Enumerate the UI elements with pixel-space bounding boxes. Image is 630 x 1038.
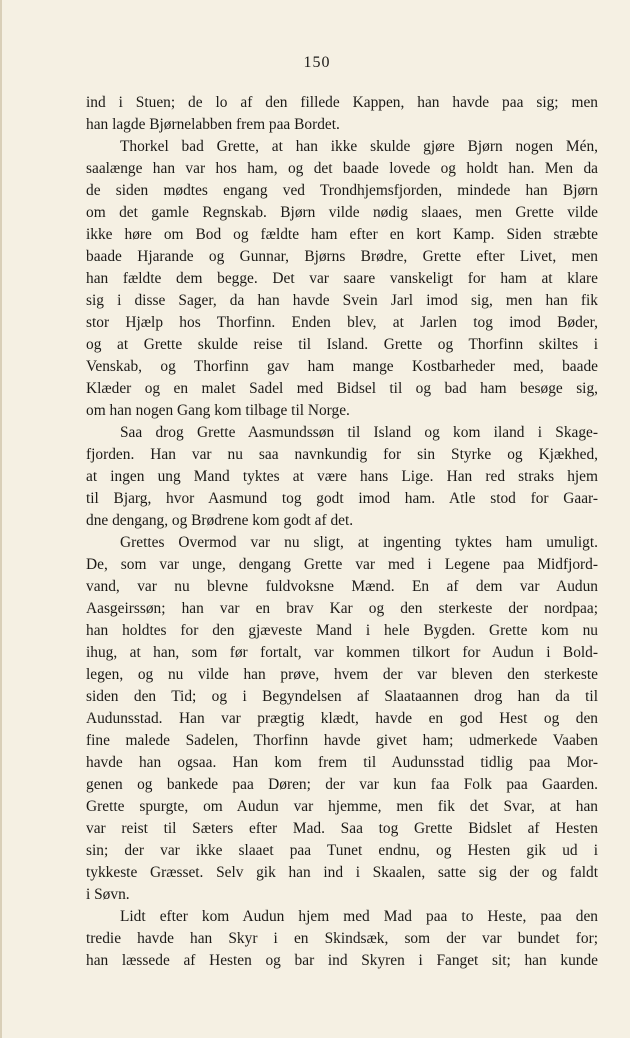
text-line: stor Hjælp hos Thorfinn. Enden blev, at Jarlen tog imod Bøder, <box>86 314 598 331</box>
text-line: fjorden. Han var nu saa navnkundig for sin Styrke og Kjækhed, <box>86 446 598 463</box>
text-line: Lidt efter kom Audun hjem med Mad paa to Heste, paa den <box>120 908 598 925</box>
text-line: genen og bankede paa Døren; der var kun faa Folk paa Gaarden. <box>86 776 598 793</box>
text-line: Grette spurgte, om Audun var hjemme, men fik det Svar, at han <box>86 798 598 815</box>
text-line: vand, var nu blevne fuldvoksne Mænd. En af dem var Audun <box>86 578 598 595</box>
text-line: dne dengang, og Brødrene kom godt af det. <box>86 512 354 529</box>
text-line: de siden mødtes engang ved Trondhjemsfjorden, mindede han Bjørn <box>86 182 598 199</box>
text-line: tykkeste Græsset. Selv gik han ind i Skaalen, satte sig der og faldt <box>86 864 598 881</box>
text-line: saalænge han var hos ham, og det baade lovede og holdt han. Men da <box>86 160 598 177</box>
text-line: sig i disse Sager, da han havde Svein Jarl imod sig, men han fik <box>86 292 598 309</box>
text-line: han fældte dem begge. Det var saare vanskeligt for ham at klare <box>86 270 598 287</box>
page-number: 150 <box>303 54 331 71</box>
text-line: Aasgeirssøn; han var en brav Kar og den sterkeste der nordpaa; <box>86 600 598 617</box>
body-text <box>86 92 598 972</box>
text-line: tredie havde han Skyr i en Skindsæk, som der var bundet for; <box>86 930 598 947</box>
text-line: Audunsstad. Han var prægtig klædt, havde en god Hest og den <box>86 710 598 727</box>
text-line: Grettes Overmod var nu sligt, at ingenting tyktes ham umuligt. <box>120 534 598 551</box>
paragraph <box>86 532 598 906</box>
text-line: var reist til Sæters efter Mad. Saa tog Grette Bidslet af Hesten <box>86 820 598 837</box>
text-line: Thorkel bad Grette, at han ikke skulde gjøre Bjørn nogen Mén, <box>120 138 598 155</box>
paragraph <box>86 422 598 532</box>
text-line: ikke høre om Bod og fældte ham efter en kort Kamp. Siden stræbte <box>86 226 598 243</box>
text-line: Saa drog Grette Aasmundssøn til Island og kom iland i Skage- <box>120 424 598 441</box>
paragraph <box>86 92 598 136</box>
text-line: han læssede af Hesten og bar ind Skyren i Fanget sit; han kunde <box>86 952 598 969</box>
text-line: sin; der var ikke slaaet paa Tunet endnu, og Hesten gik ud i <box>86 842 598 859</box>
text-line: legen, og nu vilde han prøve, hvem der var bleven den sterkeste <box>86 666 598 683</box>
text-line: om han nogen Gang kom tilbage til Norge. <box>86 402 350 419</box>
text-line: i Søvn. <box>86 886 130 903</box>
text-line: baade Hjarande og Gunnar, Bjørns Brødre, Grette efter Livet, men <box>86 248 598 265</box>
text-line: om det gamle Regnskab. Bjørn vilde nødig slaaes, men Grette vilde <box>86 204 598 221</box>
text-line: ind i Stuen; de lo af den fillede Kappen, han havde paa sig; men <box>86 94 598 111</box>
text-line: til Bjarg, hvor Aasmund tog godt imod ham. Atle stod for Gaar- <box>86 490 598 507</box>
text-line: han lagde Bjørnelabben frem paa Bordet. <box>86 116 340 133</box>
text-line: Venskab, og Thorfinn gav ham mange Kostbarheder med, baade <box>86 358 598 375</box>
text-line: siden den Tid; og i Begyndelsen af Slaataannen drog han da til <box>86 688 598 705</box>
paragraph <box>86 906 598 972</box>
text-line: havde han ogsaa. Han kom frem til Audunsstad tidlig paa Mor- <box>86 754 598 771</box>
text-line: og at Grette skulde reise til Island. Grette og Thorfinn skiltes i <box>86 336 598 353</box>
text-line: at ingen ung Mand tyktes at være hans Lige. Han red straks hjem <box>86 468 598 485</box>
text-line: ihug, at han, som før fortalt, var kommen tilkort for Audun i Bold- <box>86 644 598 661</box>
text-line: Klæder og en malet Sadel med Bidsel til og bad ham besøge sig, <box>86 380 598 397</box>
text-line: han holdtes for den gjæveste Mand i hele Bygden. Grette kom nu <box>86 622 598 639</box>
text-line: fine malede Sadelen, Thorfinn havde givet ham; udmerkede Vaaben <box>86 732 598 749</box>
paragraph <box>86 136 598 422</box>
text-line: De, som var unge, dengang Grette var med i Legene paa Midfjord- <box>86 556 598 573</box>
